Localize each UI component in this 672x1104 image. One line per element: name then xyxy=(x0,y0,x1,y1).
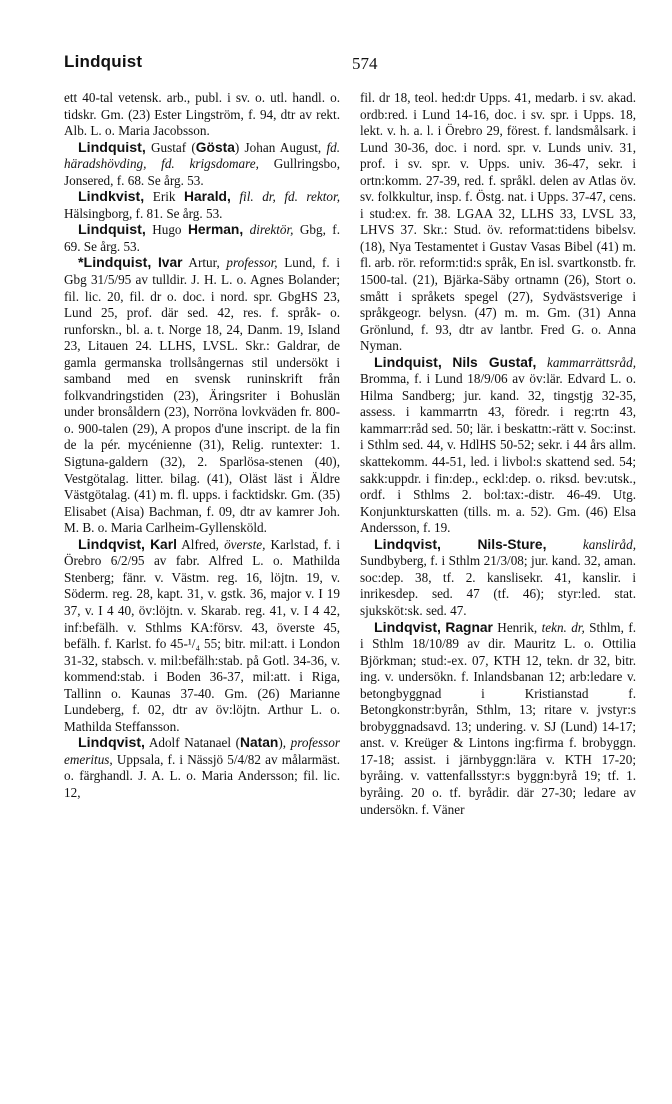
entry-headword: Lindquist, xyxy=(78,139,146,156)
entry-text: Alfred, xyxy=(176,536,225,552)
entry-name: Ivar xyxy=(157,255,183,271)
entry-text: ) Johan August, xyxy=(234,139,327,155)
entry-text xyxy=(151,255,158,270)
entry-title: kansliråd, xyxy=(546,536,636,552)
entry-title: tekn. dr, xyxy=(541,619,585,635)
entry-title: professor, xyxy=(226,255,278,271)
entry-text: Sthlm, f. i Sthlm 18/10/89 av dir. Mauritz L. o. Ottilia Björkman; stud:-ex. 07, KTH 12, tekn. dr 32, bitr. ing. v. undersökn. f. Inlandsbanan 12; arb:ledare v. betongbyggnad i Kristianstad f. Betongkonstr:byrån, Sthlm, 13; ritare v. jvstyr:s brobyggnadsavd. 13; undering. v. SJ (Lund) 14-17; anst. v. Kreüger & Lintons ing:firma f. brobyggn. 17-18; assist. i järnbyggn:lära v. KTH 17-20; byråing. v. vattenfallsstyr:s byggn:byrå 19; tf. 1. byråing. 20 o. tf. byrådir. där 27-30; ledare av undersökn. f. Väner xyxy=(360,619,637,817)
entry-title: överste, xyxy=(224,536,266,552)
entry-headword: Lindqvist, xyxy=(78,735,145,752)
entry-name: Herman, xyxy=(187,222,244,238)
entry-headword: *Lindquist, xyxy=(78,255,152,272)
entry-text: Karlstad, f. i Örebro 6/2/95 av fabr. Alfred L. o. Mathilda Stenberg; fänr. v. Västm. reg. 16, löjtn. 19, v. Söderm. reg. 28, kapt. 31, v. gstk. 36, major v. I 19 37, v. I 4 40, öv:löjtn. v. Skarab. reg. 41, v. I 4 42, inf:befälh. v. Sthlms KA:försv. 43, överste 45, befälh. f. Karlst. fo 45-¹/₄ 55; bitr. mil:att. i London 31-32, stabsch. v. mil:befälh:stab. på Gotl. 34-36, v. kommend:stab. i Boden 36-37, mil:att. i Riga, Tallinn o. Kaunas 37-40. Gm. (26) Marianne Lundeberg, f. 02, dtr av öv:löjtn. Arthur L. o. Mathilda Steffansson. xyxy=(64,536,340,734)
entry-text: Gustaf ( xyxy=(145,139,196,155)
left-column xyxy=(64,90,340,818)
right-column xyxy=(360,90,636,818)
columns xyxy=(64,90,636,818)
entry-name: Nils Gustaf, xyxy=(452,354,537,370)
entry-title: kammarrättsråd, xyxy=(536,354,637,370)
entry-headword: Lindquist, xyxy=(374,354,442,371)
dictionary-entry xyxy=(64,255,340,536)
dictionary-entry xyxy=(360,355,636,537)
entry-text: Gbg, f. 69. Se årg. 53. xyxy=(64,222,340,254)
entry-headword: Lindkvist, xyxy=(78,189,145,206)
entry-text: ett 40-tal vetensk. arb., publ. i sv. o. utl. handl. o. tidskr. Gm. (23) Ester Lingström, f. 94, dtr av rekt. Alb. L. o. Maria Jacobsson. xyxy=(64,90,340,139)
dictionary-entry xyxy=(64,189,340,222)
entry-text xyxy=(442,355,453,370)
entry-name: Karl xyxy=(150,536,177,552)
entry-text: Hälsingborg, f. 81. Se årg. 53. xyxy=(64,205,223,221)
entry-title: fil. dr, fd. rektor, xyxy=(230,189,340,205)
dictionary-entry xyxy=(64,90,340,140)
entry-text xyxy=(441,537,477,552)
entry-headword: Lindqvist, xyxy=(78,536,145,553)
entry-name: Nils-Sture, xyxy=(477,536,547,552)
dictionary-entry xyxy=(360,620,636,819)
entry-title: direktör, xyxy=(243,222,294,238)
entry-name: Ragnar xyxy=(445,619,493,635)
dictionary-entry xyxy=(360,537,636,620)
dictionary-entry xyxy=(64,735,340,801)
dictionary-entry xyxy=(64,140,340,190)
entry-headword: Lindqvist, xyxy=(374,536,441,553)
entry-text: Gullringsbo, Jonsered, f. 68. Se årg. 53. xyxy=(64,156,341,188)
entry-name: Natan xyxy=(240,735,279,751)
entry-title: professor emeritus, xyxy=(64,735,340,767)
entry-name: Harald, xyxy=(184,189,231,205)
entry-headword: Lindquist, xyxy=(78,222,146,239)
page-header xyxy=(64,52,636,82)
entry-name: Gösta xyxy=(195,139,235,155)
entry-text: Hugo xyxy=(145,222,188,238)
dictionary-entry xyxy=(360,90,636,355)
entry-headword: Lindqvist, xyxy=(374,619,441,636)
entry-text: Erik xyxy=(144,189,185,205)
entry-text: Henrik, xyxy=(492,619,542,635)
dictionary-entry xyxy=(64,222,340,255)
entry-text: ), xyxy=(278,735,291,751)
entry-text: Adolf Natanael ( xyxy=(145,735,241,751)
page-number: 574 xyxy=(352,54,378,73)
entry-text: Lund, f. i Gbg 31/5/95 av tulldir. J. H. L. o. Agnes Bolander; fil. lic. 20, fil. dr o. doc. i nord. spr. GbgHS 23, Lund 25, prof. där sed. 42, res. f. språk- o. runforskn., bl. a. t. Norge 18, 24, Danm. 19, Island 23, Litauen 24. LLHS, LVSL. Skr.: Galdrar, de gamla germanska trollsångernas stil undersökt i samband med en svensk runinskrift från folkvandringstiden (23), Äringsriter i Bohuslän under bronsåldern (23), Norröna lovkväden fr. 800- o. 900-talen (29), A propos d'une inscript. de la fin de la pér. mycénienne (31), Relig. runtexter: 1. Sigtuna-galdern (32), 2. Sparlösa-stenen (40), Vestgötalag. litter. bilag. (41), Oläst läst i Äldre Västgötalag. (41) m. fl. upps. i facktidskr. Gm. (35) Elisabet (Aisa) Bachman, f. 09, dtr av kamrer Joh. M. B. o. Maria Carlheim-Gyllensköld. xyxy=(64,255,341,536)
entry-text: Artur, xyxy=(182,255,227,271)
entry-text: Bromma, f. i Lund 18/9/06 av öv:lär. Edvard L. o. Hilma Sandberg; jur. kand. 32, tingstjg 32-35, assess. i kammarrtn 43, föredr. i reg:rtn 43, kammarr:råd sed. 50; lär. i beskattn:-rätt v. Soc:inst. i Sthlm sed. 44, v. HdlHS 50-52; sekr. i 44 års allm. skattekomm. 44-51, led. i livbol:s skattend sed. 54; sakk:uppdr. i fin:dep., eckl:dep. o. riksd. bev:utsk., ordf. i Sthlms 2. bol:tax:-distr. 46-49. Utg. Konjunkturskatten (tills. m. a. 52). Gm. (46) Elsa Andersson, f. 19. xyxy=(360,371,636,536)
dictionary-entry xyxy=(64,537,340,736)
running-head: Lindquist xyxy=(64,52,143,71)
entry-text: Uppsala, f. i Nässjö 5/4/82 av målarmäst. o. färghandl. J. A. L. o. Maria Andersson; fil. lic. 12, xyxy=(64,751,340,800)
entry-text: fil. dr 18, teol. hed:dr Upps. 41, medarb. i sv. akad. ordb:red. i Lund 14-16, doc. i sv. spr. i Upps. 18, lekt. v. h. a. l. i Örebro 29, förest. f. landsmålsark. i Lund 30-36, doc. i nord. spr. v. Lunds univ. 31, prof. i sv. spr. v. Upps. univ. 36-47, sekr. i ortn:komm. 27-39, red. f. språkl. delen av Atlas öv. sv. folkkultur, insp. f. Östg. nat. i Upps. 37-47, cens. i stud:ex. fr. 38. LGAA 32, LLHS 33, LVSL 33, LHVS 37. Skr.: Stud. öv. reformat:tidens bibelsv. (18), Nya Testamentet i Gustav Vasas Bibel (41) m. fl. arb. rör. reform:tid:s språk, En isl. svartkonstb. fr. 1500-tal. (21), Bjärka-Säby ortnamn (26), Stort o. smått i språkets spegel (27), Sydvästsverige i språkgeogr. belysn. (47) m. m. Gm. (31) Anna Grönlund, f. 93, dtr av lantbr. Fred G. o. Anna Nyman. xyxy=(360,90,636,354)
entry-title: fd. häradshövding, fd. krigsdomare, xyxy=(64,139,340,172)
entry-text: Sundbyberg, f. i Sthlm 21/3/08; jur. kand. 32, aman. soc:dep. 38, tf. 2. kanslisekr. 41, kanslir. i inrikesdep. sed. 47 (tf. 46); styr:led. stat. sjuksköt:sk. sed. 47. xyxy=(360,553,636,618)
